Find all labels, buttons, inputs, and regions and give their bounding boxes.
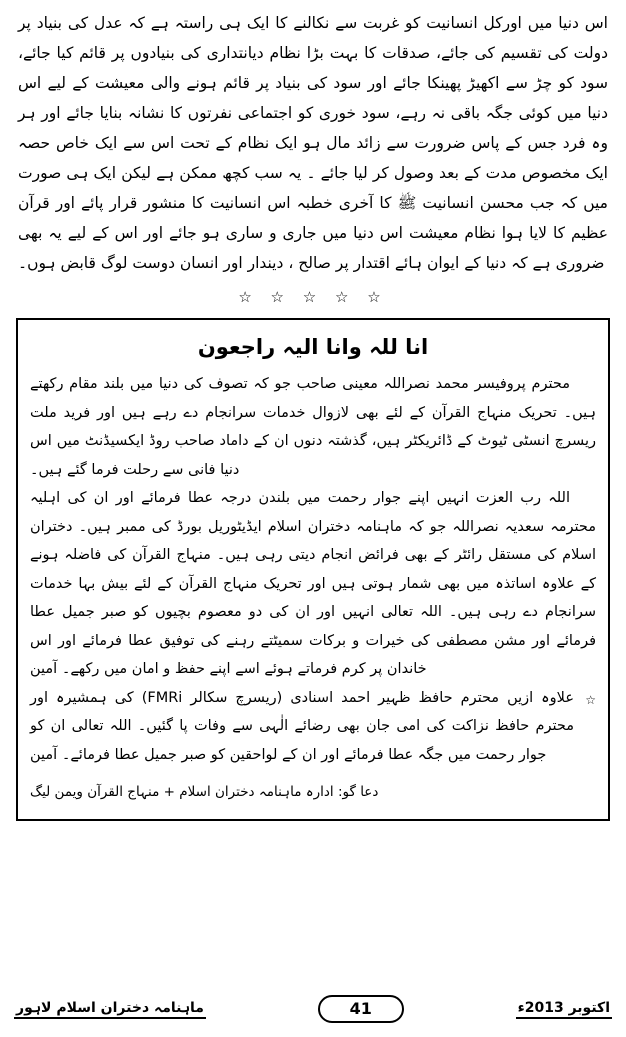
footer-issue-date: اکتوبر 2013ء: [518, 1000, 610, 1019]
obituary-bullet-text: علاوہ ازیں محترم حافظ ظہیر احمد اسنادی (ریسرچ سکالر FMRi) کی ہمشیرہ اور محترم حافظ نزاکت کی امی جان بھی رضائے الٰہی سے وفات پا گئیں۔ اللہ تعالی ان کو جوار رحمت میں جگہ عطا فرمائے اور ان کے لواحقین کو صبر جمیل عطا فرمائے۔ آمین: [30, 689, 574, 763]
article-paragraph: اس دنیا میں اورکل انسانیت کو غربت سے نکالنے کا ایک ہی راستہ ہے کہ عدل کی بنیاد پر دولت کی تقسیم کی جائے، صدقات کا بہت بڑا نظام دیانتداری کی بنیادوں پر قائم کیا جائے، سود کو چڑ سے اکھیڑ پھینکا جائے اور سود کی بنیاد پر قائم ہونے والی معیشت کے لیے اس دنیا میں کوئی جگہ باقی نہ رہے، سود خوری کو اجتماعی نفرتوں کا نشانہ بنایا جائے اور ہر وہ فرد جس کے پاس ضرورت سے زائد مال ہو ایک نظام کے تحت اس سے ایک خاص حصہ ایک مخصوص مدت کے بعد وصول کر لیا جائے ۔ یہ سب کچھ ممکن ہے لیکن ایک ہی صورت میں کہ جب محسن انسانیت ﷺ کا آخری خطبہ اس انسانیت کا منشور قرار پائے اور قرآن عظیم کا لایا ہوا نظام معیشت اس دنیا میں جاری و ساری ہو جائے اور اس کے لیے یہ بھی ضروری ہے کہ دنیا کے ایوان ہائے اقتدار پر صالح ، دیندار اور انسان دوست لوگ قابض ہوں۔: [18, 14, 608, 272]
obituary-box: [16, 318, 610, 821]
obituary-title: انا للہ وانا الیہ راجعون: [197, 335, 429, 359]
obituary-body: [30, 370, 596, 805]
footer-publication-name: ماہنامہ دختران اسلام لاہور: [16, 1000, 204, 1019]
obituary-paragraph-1: محترم پروفیسر محمد نصراللہ معینی صاحب جو کہ تصوف کی دنیا میں بلند مقام رکھتے ہیں۔ تحریک منہاج القرآن کے لئے بھی لازوال خدمات سرانجام دے رہے ہیں اور فرید ملت ریسرچ انسٹی ٹیوٹ کے ڈائریکٹر ہیں، گذشتہ دنوں ان کے داماد صاحب روڈ ایکسیڈنٹ میں اس دنیا فانی سے رحلت فرما گئے ہیں۔: [30, 376, 596, 478]
obituary-bullet-paragraph: [30, 684, 596, 770]
article-body: [14, 8, 612, 278]
page-footer: [0, 987, 626, 1031]
obituary-dua-line: دعا گو: ادارہ ماہنامہ دختران اسلام + منہاج القرآن ویمن لیگ: [30, 784, 379, 800]
star-bullet-icon: ☆: [585, 692, 596, 707]
page-number: 41: [318, 995, 404, 1023]
star-divider: ☆ ☆ ☆ ☆ ☆: [238, 288, 388, 306]
obituary-paragraph-2: اللہ رب العزت انہیں اپنے جوار رحمت میں بلندن درجہ عطا فرمائے اور ان کی اہلیہ محترمہ سعدیہ نصراللہ جو کہ ماہنامہ دختران اسلام ایڈیٹوریل بورڈ کی ممبر ہیں۔ دختران اسلام کی مستقل رائٹر کے بھی فرائض انجام دیتی رہی ہیں۔ منہاج القرآن کی فاضلہ ہونے کے علاوہ اساتذہ میں بھی شمار ہوتی ہیں اور تحریک منہاج القرآن کے لئے بیش بہا خدمات سرانجام دے رہی ہیں۔ اللہ تعالی انہیں اور ان کی دو معصوم بچیوں کو صبر جمیل عطا فرمائے اور مشن مصطفی کی خیرات و برکات سمیٹتے رہنے کی توفیق عطا فرمائے اور اس خاندان پر کرم فرماتے ہوئے اسے اپنے حفظ و امان میں رکھے۔ آمین: [30, 490, 596, 677]
